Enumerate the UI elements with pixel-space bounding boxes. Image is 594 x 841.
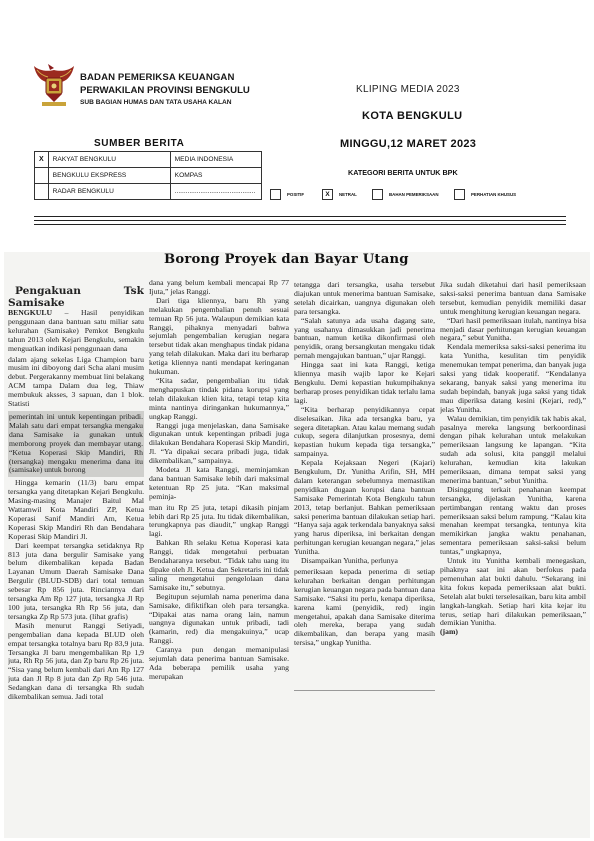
category-label: PERHATIAN KHUSUS xyxy=(471,192,517,197)
org-line-2: PERWAKILAN PROVINSI BENGKULU xyxy=(80,85,250,96)
paragraph: tetangga dari tersangka, usaha tersebut diajukan untuk menerima bantuan Samisake, setelah dicairkan, uangnya digunakan oleh para tersangka. xyxy=(294,281,435,316)
paragraph: Dari keempat tersangka setidaknya Rp 813 juta dana bergulir Samisake yang belum dikembalikan kepada Badan Layanan Umum Daerah Samisake Dana Bergulir (BLUD-SDB) dari total temuan sebesar Rp 856 juta. Rinciannya dari tersangka Am Rp 127 juta, tersangka Jl Rp 100 juta, tersangka Rh Rp 56 juta, dan tersangka Zp Rp 573 juta. (lihat grafis) xyxy=(8,540,144,621)
paragraph: dana yang belum kembali mencapai Rp 77 Ijuta,” jelas Ranggi. xyxy=(149,279,289,296)
category-label: POSITIF xyxy=(287,192,305,197)
divider xyxy=(34,224,566,225)
paragraph: Jika sudah diketahui dari hasil pemeriksaan saksi-saksi penerima bantuan dana Samisake tersebut, kemudian penyidik memiliki dasar untuk menghitung kerugian keuangan negara. xyxy=(440,281,586,316)
category-checkbox-netral[interactable]: X xyxy=(322,189,333,200)
paragraph: “Kita sadar, pengembalian itu tidak menghapuskan tindak pidana korupsi yang telah dilakukan klien kita, tetapi tetap kita minta nantinya diringankan hukumannya,” ungkap Ranggi. xyxy=(149,375,289,421)
paragraph: dalam ajang sekelas Liga Champion baru musim ini diboyong dari Scha alani musim debut. Pergerakanny membuat lini belakang ACM tampa Dalam dua leg, Thiaw membukuk aksses, 3 sapuan, dan 1 blok. Statisti xyxy=(8,354,144,409)
shaded-pullquote xyxy=(8,411,144,477)
paragraph: Hingga kemarin (11/3) baru empat tersangka yang ditetapkan Kejari Bengkulu. Masing-masing Manajer Baitul Mal Wattamwil Kota Mandiri ZP, Ketua Koperasi Sanif Mandiri Am, Ketua Koperasi Skip Mandiri Rh dan Bendahara Koperasi Skip Mandiri Jl. xyxy=(8,478,144,541)
lead-paragraph: – Hasil penyidikan penggunaan dana bantuan satu miliar satu kelurahan (Samisake) Pemkot Bengkulu tahun 2013 oleh Kejari Bengkulu, semakin menguatkan indikasi penggunaan dana xyxy=(8,308,144,353)
paragraph: pemerintah ini untuk kepentingan pribadi. Malah satu dari empat tersangka mengaku dana Samisake ia gunakan untuk memborong proyek dan membayar utang. “Ketua Koperasi Skip Mandiri, Rh (tersangka) mengaku menerima dana itu (samisake) untuk borong xyxy=(9,411,143,475)
category-checkbox-perhatian-khusus[interactable] xyxy=(454,189,465,200)
source-checkbox[interactable] xyxy=(35,168,49,184)
source-name-alt: MEDIA INDONESIA xyxy=(170,152,261,168)
kategori-title: KATEGORI BERITA UNTUK BPK xyxy=(348,168,458,177)
category-label: NETRAL xyxy=(339,192,357,197)
paragraph: Disampaikan Yunitha, perlunya xyxy=(301,556,398,566)
paragraph: Kepala Kejaksaan Negeri (Kajari) Bengkulum, Dr. Yunitha Arifin, SH, MH dalam keterangan sebelumnya memastikan penyidikan dugaan korupsi dana bantuan Samisake Pemerintah Kota Bengkulu tahun 2013, tetap berlanjut. Bahkan pemeriksaan saksi penerima bantuan dilakukan setiap hari. “Hanya saja agak terkendala banyaknya saksi yang harus diperiksa, ini berkaitan dengan perhitungan kerugian keuangan negara,” jelas Yunitha. xyxy=(294,458,435,557)
publication-date: MINGGU,12 MARET 2023 xyxy=(340,138,477,150)
source-row xyxy=(35,168,262,184)
column-divider xyxy=(149,574,289,575)
source-checkbox[interactable] xyxy=(35,184,49,200)
article-column-2 xyxy=(149,279,289,836)
divider xyxy=(34,216,566,217)
category-checkbox-positif[interactable] xyxy=(270,189,281,200)
article-column-1 xyxy=(8,285,144,836)
source-checkbox[interactable]: X xyxy=(35,152,49,168)
source-name-alt: ............................................ xyxy=(170,184,261,200)
source-name: BENGKULU EKSPRESS xyxy=(48,168,170,184)
paragraph: Masih menurut Ranggi Setiyadi, pengembalian dana kepada BLUD oleh empat tersangka totalnya baru Rp 83,9 juta. Tersangka Jl baru mengembalikan Rp 1,9 juta, Rh Rp 56 juta, dan Zp baru Rp 26 juta. “Sisa yang belum kembali dari Am Rp 127 juta dan Jl Rp 8 juta dan Zp Rp 546 juta. Sedangkan dana di tersangka Rh sudah dikembalikan semua. Jadi total xyxy=(8,620,144,702)
paragraph: Begitupun sejumlah nama penerima dana Samisake, difiktifkan oleh para tersangka. “Dipakai atas nama orang lain, namun uangnya digunakan untuk pribadi, tadi (kamarin, red) dia mengakuinya,” ucap Ranggi. xyxy=(149,591,289,646)
org-line-3: SUB BAGIAN HUMAS DAN TATA USAHA KALAN xyxy=(80,99,232,106)
paragraph: Walau demikian, tim penyidik tak habis akal, pasalnya mereka langsung berkoordinasi dengan pihak kelurahan untuk melakukan pemeriksaan langsung ke lapangan. “Kita sudah ada solusi, kita panggil melalui kelurahan, kemudian kita lakukan pemeriksaan, dimana tempat saksi yang menerima bantuan,” sebut Yunitha. xyxy=(440,413,586,485)
paragraph: Bahkan Rh selaku Ketua Koperasi kata Ranggi, tidak mengetahui perbuatan Bendaharanya tersebut. “Tidak tahu uang itu dipake oleh Jl. Ketua dan Sekretaris ini tidak saling mengetahui pengelolaan dana Samisake itu,” sebutnya. xyxy=(149,538,289,592)
paragraph: “Dari hasil pemeriksaan itulah, nantinya bisa menjadi dasar perhitungan kerugian keuangan negara,” sebut Yunitha. xyxy=(440,315,586,343)
kota-title: KOTA BENGKULU xyxy=(362,110,463,122)
paragraph: Modeta Jl kata Ranggi, meminjamkan dana bantuan Samisake lebih dari maksimal ketentuan Rp 25 juta. “Kan maksimal peminja- xyxy=(149,465,289,501)
paragraph: Disinggung terkait penahanan keempat tersangka, dijelaskan Yunitha, karena pertimbangan rentang waktu dan proses pemeriksaan saksi belum rampung. “Kalau kita menahan keempat tersangka, tentunya kita memikirkan jangka waktu penahanan, sementara pemeriksaan saksi-saksi belum tuntas,” ungkapnya, xyxy=(440,484,586,557)
dateline: BENGKULU xyxy=(8,308,52,317)
category-checkboxes xyxy=(270,189,570,203)
column-divider xyxy=(294,690,435,691)
paragraph: Untuk itu Yunitha kembali menegaskan, pihaknya saat ini akan berfokus pada pemenuhan alat bukti dahulu. “Sekarang ini kita fokus kepada pemeriksaan alat bukti. Setelah alat bukti terselesaikan, baru kita ambil langkah-langkah. Setiap hari kita kejar itu terus, setiap hari dilakukan pemeriksaan,” demikian Yunitha. xyxy=(440,556,586,628)
source-name: RAKYAT BENGKULU xyxy=(48,152,170,168)
source-row xyxy=(35,152,262,168)
category-label: BAHAN PEMERIKSAAN xyxy=(389,192,439,197)
paragraph: “Kita berharap penyidikannya cepat diselesaikan. Jika ada tersangka baru, ya segera ditetapkan. Atau kalau memang sudah cukup, segera dilanjutkan prosesnya, demi kepastian hukum kepada tiga tersangka,” sampainya. xyxy=(294,404,435,459)
category-checkbox-bahan-pemeriksaan[interactable] xyxy=(372,189,383,200)
byline: (jam) xyxy=(440,627,458,637)
organization-name xyxy=(80,72,250,106)
paragraph: Hingga saat ini kata Ranggi, ketiga kliennya masih wajib lapor ke Kejari Bengkulu. Demi kepastian hukumpihaknya berharap proses penyidikan tidak terlalu lama lagi. xyxy=(294,360,435,405)
sumber-berita-title: SUMBER BERITA xyxy=(94,138,185,149)
source-name: RADAR BENGKULU xyxy=(48,184,170,200)
divider xyxy=(34,220,566,221)
paragraph: Caranya pun dengan memanipulasi sejumlah data penerima bantuan Samisake. Ada beberapa pemilik usaha yang merupakan xyxy=(149,645,289,681)
kliping-title: KLIPING MEDIA 2023 xyxy=(356,84,460,95)
paragraph: Ranggi juga menjelaskan, dana Samisake digunakan untuk kepentingan pribadi juga dilakukan Bendahara Koperasi Skip Mandiri, Jl. “Ya dipakai secara pribadi juga, tidak dikembalikan,” sampainya. xyxy=(149,420,289,466)
article-headline: Borong Proyek dan Bayar Utang xyxy=(164,252,409,267)
article-kicker: Pengakuan Tsk Samisake xyxy=(8,285,144,309)
source-name-alt: KOMPAS xyxy=(170,168,261,184)
source-table xyxy=(34,151,262,200)
paragraph: Dari tiga kliennya, baru Rh yang melakukan pengembalian penuh sesuai temuan Rp 56 juta. Walaupun demikian kata Ranggi, pihaknya menyadari bahwa sejumlah pengembalian kerugian negara tersebut tidak akan menghapus tindak pidana yang telah dilakukan. Maka dari itu berharap ketiga kliennya nanti mendapat keringanan hukuman. xyxy=(149,295,289,377)
org-line-1: BADAN PEMERIKSA KEUANGAN xyxy=(80,72,235,83)
paragraph: Kendala memeriksa saksi-saksi penerima itu kata Yunitha, kesulitan tim penyidik menemukan tempat penerima, dan banyak juga saksi yang tidak kooperatif. “Kendalanya sekarang, banyak saksi yang menerima itu sudah bepindah, banyak juga saksi yang tidak mau diperiksa datang kesini (Kejari, red),” jelas Yunitha. xyxy=(440,342,586,414)
paragraph: pemeriksaan kepada penerima di setiap kelurahan berkaitan dengan perhitungan kerugian keuangan negara pada bantuan dana Samisake. “Saksi itu perlu, kenapa diperiksa, karena kami (penyidik, red) ingin mengetahui, apakah dana Samisake diterima oleh mereka, berapa yang sudah dikembalikan, dan berapa yang masih tersisa,” ungkap Yunitha. xyxy=(294,567,435,648)
article-column-3 xyxy=(294,281,435,836)
paragraph: man itu Rp 25 juta, tetapi dikasih pinjam lebih dari Rp 25 juta. Itu tidak dikembalikan, terungkapnya pas diaudit,” ungkap Ranggi lagi. xyxy=(149,502,289,539)
garuda-emblem-icon xyxy=(34,64,74,108)
newspaper-clipping xyxy=(4,252,590,838)
article-column-4 xyxy=(440,281,586,836)
paragraph: “Salah satunya ada usaha dagang sate, yang usahanya dimasukkan jadi penerima bantuan, namun ketika dikonfirmasi oleh penyidik, orang bersangkutan mengaku tidak pernah mengajukan bantuan,” ujar Ranggi. xyxy=(294,315,435,361)
source-row xyxy=(35,184,262,200)
